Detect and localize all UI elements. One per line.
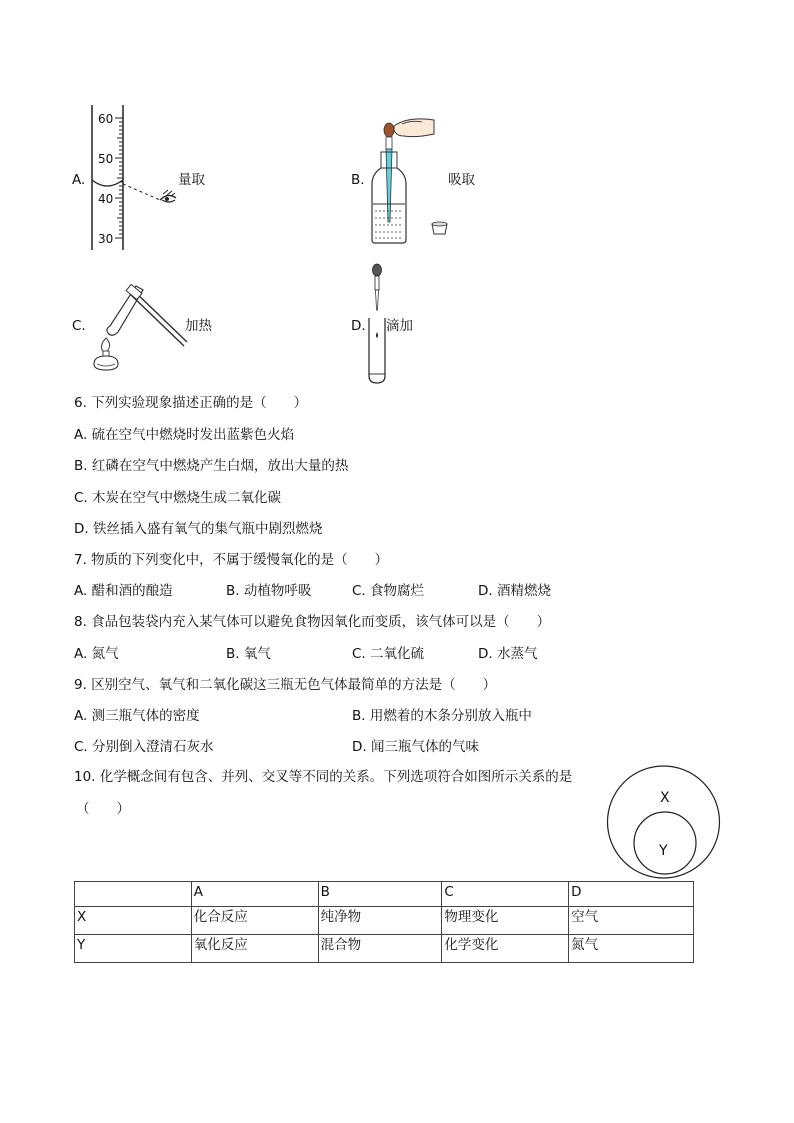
table-cell: 化合反应 (191, 907, 318, 935)
table-header-cell: B (318, 882, 442, 907)
table-header-cell (75, 882, 192, 907)
question-8-stem: 8. 食品包装袋内充入某气体可以避免食物因氧化而变质，该气体可以是（ ） (74, 614, 551, 630)
question-9-stem: 9. 区别空气、氧气和二氧化碳这三瓶无色气体最简单的方法是（ ） (74, 677, 497, 693)
venn-outer-label: X (660, 790, 670, 806)
question-9-option-c: C. 分别倒入澄清石灰水 (74, 739, 214, 755)
question-7-option-b: B. 动植物呼吸 (226, 583, 312, 599)
venn-inner-label: Y (659, 843, 668, 859)
question-6-option-c: C. 木炭在空气中燃烧生成二氧化碳 (74, 490, 282, 506)
question-8-option-d: D. 水蒸气 (478, 646, 538, 662)
question-7-option-c: C. 食物腐烂 (352, 583, 425, 599)
option-c-caption: 加热 (185, 318, 212, 334)
table-header-cell: C (442, 882, 569, 907)
table-cell: 物理变化 (442, 907, 569, 935)
table-row (75, 935, 694, 963)
question-7-option-a: A. 醋和酒的酿造 (74, 583, 173, 599)
question-6-option-a: A. 硫在空气中燃烧时发出蓝紫色火焰 (74, 427, 295, 443)
tick-label-40: 40 (98, 192, 114, 206)
question-6-option-b: B. 红磷在空气中燃烧产生白烟，放出大量的热 (74, 458, 349, 474)
option-d-letter: D. (351, 318, 366, 334)
question-8-option-b: B. 氧气 (226, 646, 271, 662)
tick-label-50: 50 (98, 152, 114, 166)
option-d-caption: 滴加 (386, 318, 413, 334)
question-6-stem: 6. 下列实验现象描述正确的是（ ） (74, 395, 308, 411)
table-header-row (75, 882, 694, 907)
table-cell: 空气 (569, 907, 694, 935)
table-cell: 化学变化 (442, 935, 569, 963)
table-cell: X (75, 907, 192, 935)
option-a-letter: A. (72, 172, 86, 188)
table-header-cell: D (569, 882, 694, 907)
tick-label-60: 60 (98, 112, 114, 126)
option-b-caption: 吸取 (448, 172, 475, 188)
table-cell: Y (75, 935, 192, 963)
option-a-caption: 量取 (178, 172, 205, 188)
option-b-letter: B. (351, 172, 365, 188)
question-7-option-d: D. 酒精燃烧 (478, 583, 551, 599)
question-10-answer-paren: （ ） (76, 801, 130, 817)
question-8-option-c: C. 二氧化硫 (352, 646, 425, 662)
question-6-option-d: D. 铁丝插入盛有氧气的集气瓶中剧烈燃烧 (74, 521, 323, 537)
question-9-option-a: A. 测三瓶气体的密度 (74, 708, 200, 724)
table-row (75, 907, 694, 935)
option-c-letter: C. (72, 318, 86, 334)
test-tube-heating-figure (88, 278, 188, 373)
eye-icon (160, 190, 176, 202)
table-cell: 纯净物 (318, 907, 442, 935)
table-cell: 氧化反应 (191, 935, 318, 963)
venn-diagram (606, 767, 722, 879)
tick-label-30: 30 (98, 232, 114, 246)
table-cell: 氮气 (569, 935, 694, 963)
question-10-options-table (74, 881, 694, 963)
question-10-stem: 10. 化学概念间有包含、并列、交叉等不同的关系。下列选项符合如图所示关系的是 (74, 769, 573, 785)
question-7-stem: 7. 物质的下列变化中，不属于缓慢氧化的是（ ） (74, 552, 389, 568)
dropper-bottle-figure (368, 112, 458, 247)
question-9-option-b: B. 用燃着的木条分别放入瓶中 (352, 708, 532, 724)
question-8-option-a: A. 氮气 (74, 646, 119, 662)
question-9-option-d: D. 闻三瓶气体的气味 (352, 739, 479, 755)
table-header-cell: A (191, 882, 318, 907)
table-cell: 混合物 (318, 935, 442, 963)
